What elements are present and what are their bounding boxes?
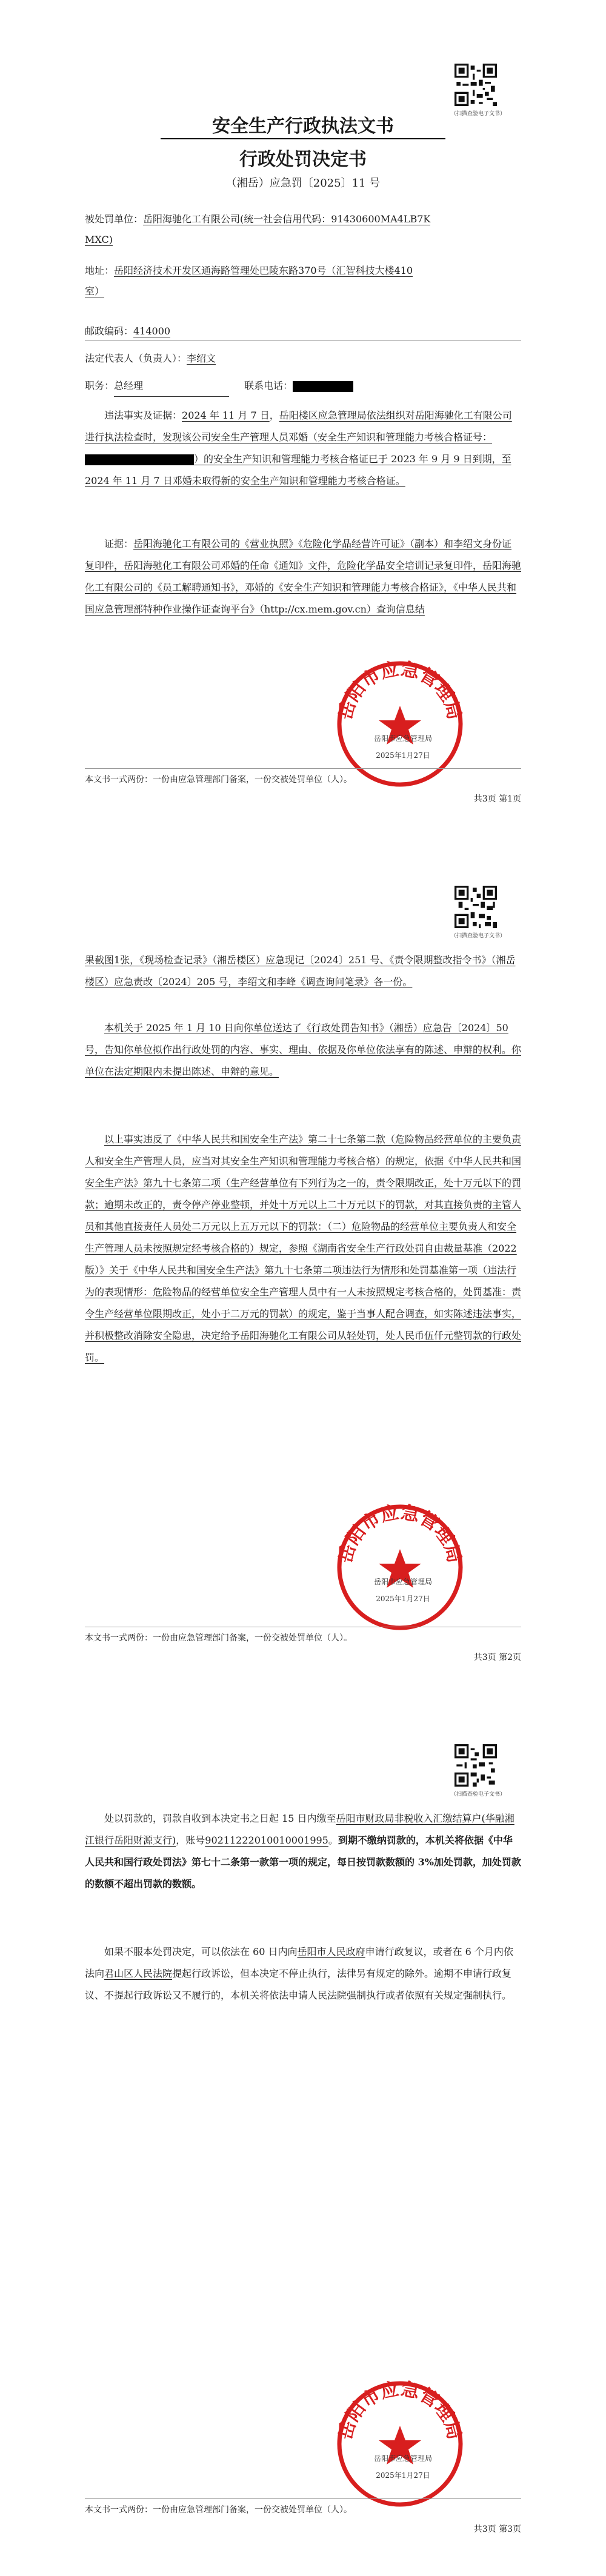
- page-2: [0, 858, 606, 1717]
- seal-date: 2025年1月27日: [376, 751, 430, 760]
- page-title: 行政处罚决定书: [239, 149, 367, 170]
- penalized-unit-label: 被处罚单位：: [85, 213, 144, 225]
- appeal-text-3: 提起行政诉讼，但本决定不停止执行，法律另有规定的除外。逾期不申请行政复议、不提起行政诉讼又不履行的，本机关将依法申请人民法院强制执行或者依照有关规定强制执行。: [85, 1968, 512, 2001]
- footer-rule: [85, 2498, 521, 2499]
- appeal-text-2: 申请行政复议，或者在 6 个月内依法向: [85, 1946, 513, 1979]
- evidence-continued-paragraph: [85, 949, 521, 993]
- review-authority: 岳阳市人民政府: [297, 1946, 365, 1957]
- court-name: 君山区人民法院: [104, 1968, 173, 1979]
- qr-caption: （扫描查验电子文书）: [451, 1791, 506, 1798]
- position-phone-field: [85, 376, 521, 397]
- notice-text: 本机关于 2025 年 1 月 10 日向你单位送达了《行政处罚告知书》（湘岳）应急告〔2024〕50 号，告知你单位拟作出行政处罚的内容、事实、理由、依据及你单位依法享有的陈述、申辩的权利。你单位在法定期限内未提出陈述、申辩的意见。: [85, 1022, 522, 1077]
- legal-basis-text: 以上事实违反了《中华人民共和国安全生产法》第二十七条第二款（危险物品经营单位的主要负责人和安全生产管理人员，应当对其安全生产知识和管理能力考核合格）的规定，依据《中华人民共和国安全生产法》第九十七条第二项（生产经营单位有下列行为之一的，责令限期改正，处十万元以下的罚款；逾期未改正的，责令停产停业整顿，并处十万元以上二十万元以下的罚款，对其直接负责的主管人员和其他直接责任人员处二万元以上五万元以下的罚款：（二）危险物品的经营单位主要负责人和安全生产管理人员未按照规定经考核合格的）规定，参照《湖南省安全生产行政处罚自由裁量基准（2022 版）》关于《中华人民共和国安全生产法》第九十七条第二项违法行为情形和处罚基准第一项（违法行为的表现情形：危险物品的经营单位安全生产管理人员中有一人未按照规定考核合格的，处罚基准：责令生产经营单位限期改正，处小于二万元的罚款）的规定，鉴于当事人配合调查，如实陈述违法事实，并积极整改消除安全隐患，决定给予岳阳海驰化工有限公司从轻处罚，处人民币伍仟元整罚款的行政处罚。: [85, 1134, 522, 1363]
- violation-paragraph: [85, 405, 521, 492]
- evidence-paragraph: [85, 533, 521, 620]
- document-number: （湘岳）应急罚〔2025〕11 号: [225, 177, 381, 190]
- postcode-label: 邮政编码：: [85, 325, 134, 337]
- evidence-label: 证据：: [104, 538, 134, 549]
- late-penalty-text: 到期不缴纳罚款的，本机关将依据《中华人民共和国行政处罚法》第七十二条第一款第一项的规定，每日按罚款数额的 3%加处罚款，加处罚款的数额不超出罚款的数额。: [85, 1834, 521, 1890]
- legal-rep-field: [85, 348, 521, 369]
- phone-redacted: [293, 381, 353, 392]
- official-seal: [333, 657, 467, 791]
- legal-rep-label: 法定代表人（负责人）：: [85, 353, 187, 364]
- penalized-unit-value-1: 岳阳海驰化工有限公司(统一社会信用代码：91430600MA4LB7K: [143, 213, 431, 225]
- address-label: 地址：: [85, 265, 115, 276]
- seal-ring-text: 岳阳市应急管理局: [335, 1502, 465, 1565]
- appeal-text: 如果不服本处罚决定，可以依法在 60 日内向: [104, 1946, 298, 1957]
- address-field: [85, 261, 521, 302]
- seal-ring-text: 岳阳市应急管理局: [335, 659, 465, 722]
- divider: [85, 340, 521, 341]
- official-seal: [333, 1501, 467, 1634]
- header-rule: [161, 138, 445, 139]
- seal-org: 岳阳市应急管理局: [373, 2454, 432, 2463]
- account-label: ，账号: [176, 1834, 205, 1846]
- certificate-number-redacted: [85, 454, 194, 465]
- notice-paragraph: [85, 1017, 521, 1083]
- footer-rule: [85, 768, 521, 769]
- seal-org: 岳阳市应急管理局: [373, 1578, 432, 1586]
- evidence-text: 岳阳海驰化工有限公司的《营业执照》《危险化学品经营许可证》（副本）和李绍文身份证复印件，岳阳海驰化工有限公司邓婚的任命《通知》文件，危险化学品安全培训记录复印件，岳阳海驰化工有限公司的《员工解聘通知书》，邓婚的《安全生产知识和管理能力考核合格证》，《中华人民共和国应急管理部特种作业操作证查询平台》（http://cx.mem.gov.cn）查询信息结: [85, 538, 522, 615]
- legal-basis-paragraph: [85, 1129, 521, 1369]
- position-value: 总经理: [114, 376, 229, 397]
- page-3: [0, 1717, 606, 2576]
- postcode-value: 414000: [133, 325, 171, 337]
- appeal-paragraph: [85, 1941, 521, 2007]
- period: 。: [328, 1834, 338, 1846]
- qr-code-icon: [454, 1744, 497, 1787]
- page-number: 共3页 第3页: [473, 2525, 521, 2534]
- official-seal: [333, 2377, 467, 2511]
- qr-caption: （扫描查验电子文书）: [451, 111, 506, 117]
- page-number: 共3页 第1页: [473, 794, 521, 804]
- penalized-unit-field: [85, 209, 521, 250]
- seal-date: 2025年1月27日: [376, 1595, 430, 1603]
- evidence-continued-text: 果截图1张，《现场检查记录》（湘岳楼区）应急现记〔2024〕251 号、《责令限期整改指令书》（湘岳楼区）应急责改〔2024〕205 号，李绍文和李峰《调查询问笔录》各一份。: [85, 954, 516, 988]
- payment-text: 处以罚款的，罚款自收到本决定书之日起 15 日内缴至: [104, 1813, 336, 1824]
- penalized-unit-value-2: MXC): [85, 234, 113, 245]
- violation-text-end: ）的安全生产知识和管理能力考核合格证已于 2023 年 9 月 9 日到期，至 2024 年 11 月 7 日邓婚未取得新的安全生产知识和管理能力考核合格证。: [85, 453, 511, 486]
- qr-caption: （扫描查验电子文书）: [451, 933, 506, 939]
- page-number: 共3页 第2页: [473, 1653, 521, 1662]
- seal-org: 岳阳市应急管理局: [373, 734, 432, 743]
- footer-note: 本文书一式两份：一份由应急管理部门备案，一份交被处罚单位（人）。: [85, 1633, 352, 1643]
- seal-ring-text: 岳阳市应急管理局: [335, 2378, 465, 2442]
- account-number: 90211222010010001995: [205, 1834, 328, 1846]
- violation-text: 岳阳楼区应急管理局依法组织对岳阳海驰化工有限公司进行执法检查时，发现该公司安全生产管理人员邓婚（安全生产知识和管理能力考核合格证号：: [85, 410, 512, 443]
- payment-paragraph: [85, 1808, 521, 1895]
- qr-code-icon: [454, 64, 497, 106]
- page-1: [0, 0, 606, 858]
- document-header: 安全生产行政执法文书: [212, 116, 394, 137]
- legal-rep-value: 李绍文: [187, 353, 216, 364]
- phone-label: 联系电话：: [244, 380, 293, 391]
- comma: ，: [269, 410, 279, 421]
- violation-label: 违法事实及证据：: [104, 410, 182, 421]
- inspection-date: 2024 年 11 月 7 日: [182, 410, 270, 421]
- footer-note: 本文书一式两份：一份由应急管理部门备案，一份交被处罚单位（人）。: [85, 2505, 352, 2515]
- address-value-2: 室）: [85, 285, 105, 297]
- qr-code-icon: [454, 886, 497, 928]
- footer-note: 本文书一式两份：一份由应急管理部门备案，一份交被处罚单位（人）。: [85, 775, 352, 785]
- position-label: 职务：: [85, 380, 115, 391]
- address-value-1: 岳阳经济技术开发区通海路管理处巴陵东路370号（汇智科技大楼410: [114, 265, 413, 276]
- postcode-field: [85, 321, 521, 342]
- seal-date: 2025年1月27日: [376, 2471, 430, 2480]
- payment-account-name: 岳阳市财政局非税收入汇缴结算户(华融湘江银行岳阳财源支行): [85, 1813, 514, 1846]
